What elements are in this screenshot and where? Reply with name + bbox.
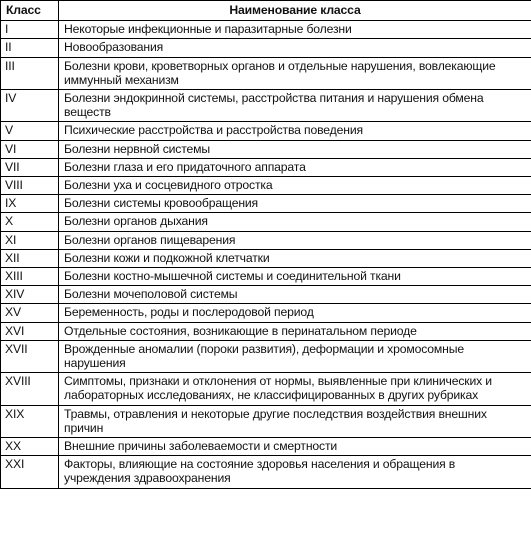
class-code: I — [1, 21, 59, 39]
table-row — [1, 286, 531, 304]
table-row — [1, 195, 531, 213]
class-name: Болезни нервной системы — [59, 140, 531, 158]
table-row — [1, 90, 531, 122]
class-name: Беременность, роды и послеродовой период — [59, 304, 531, 322]
class-code: XIX — [1, 405, 59, 437]
class-code: XVIII — [1, 373, 59, 405]
class-name: Болезни мочеполовой системы — [59, 286, 531, 304]
table-row — [1, 177, 531, 195]
class-code: XIII — [1, 268, 59, 286]
class-name: Травмы, отравления и некоторые другие последствия воздействия внешних причин — [59, 405, 531, 437]
class-name: Симптомы, признаки и отклонения от нормы, выявленные при клинических и лабораторных исследованиях, не классифицированных в других рубриках — [59, 373, 531, 405]
class-code: VII — [1, 158, 59, 176]
table-body — [1, 21, 531, 488]
class-code: XX — [1, 438, 59, 456]
class-name: Болезни эндокринной системы, расстройства питания и нарушения обмена веществ — [59, 90, 531, 122]
class-code: IX — [1, 195, 59, 213]
table-row — [1, 304, 531, 322]
class-name: Некоторые инфекционные и паразитарные болезни — [59, 21, 531, 39]
header-row — [1, 1, 531, 21]
class-name: Болезни костно-мышечной системы и соединительной ткани — [59, 268, 531, 286]
class-code: XI — [1, 231, 59, 249]
table-row — [1, 340, 531, 372]
class-code: VIII — [1, 177, 59, 195]
class-name: Врожденные аномалии (пороки развития), деформации и хромосомные нарушения — [59, 340, 531, 372]
class-name: Болезни органов пищеварения — [59, 231, 531, 249]
class-name: Болезни системы кровообращения — [59, 195, 531, 213]
table-row — [1, 158, 531, 176]
class-name: Болезни крови, кроветворных органов и отдельные нарушения, вовлекающие иммунный механизм — [59, 57, 531, 89]
table-row — [1, 405, 531, 437]
column-header-class-name: Наименование класса — [59, 1, 531, 21]
class-code: III — [1, 57, 59, 89]
class-code: V — [1, 122, 59, 140]
class-name: Болезни органов дыхания — [59, 213, 531, 231]
class-name: Отдельные состояния, возникающие в перинатальном периоде — [59, 322, 531, 340]
class-code: XIV — [1, 286, 59, 304]
table-row — [1, 438, 531, 456]
table-header — [1, 1, 531, 21]
class-name: Новообразования — [59, 39, 531, 57]
class-code: VI — [1, 140, 59, 158]
class-name: Внешние причины заболеваемости и смертности — [59, 438, 531, 456]
class-code: XV — [1, 304, 59, 322]
class-name: Факторы, влияющие на состояние здоровья населения и обращения в учреждения здравоохранения — [59, 456, 531, 488]
class-code: XII — [1, 249, 59, 267]
column-header-class: Класс — [1, 1, 59, 21]
class-name: Психические расстройства и расстройства поведения — [59, 122, 531, 140]
class-code: II — [1, 39, 59, 57]
table-row — [1, 21, 531, 39]
table-row — [1, 322, 531, 340]
table-row — [1, 122, 531, 140]
table-row — [1, 213, 531, 231]
table-row — [1, 140, 531, 158]
class-name: Болезни глаза и его придаточного аппарата — [59, 158, 531, 176]
class-name: Болезни кожи и подкожной клетчатки — [59, 249, 531, 267]
table-row — [1, 231, 531, 249]
table-row — [1, 57, 531, 89]
class-name: Болезни уха и сосцевидного отростка — [59, 177, 531, 195]
class-code: X — [1, 213, 59, 231]
class-code: XVII — [1, 340, 59, 372]
table-row — [1, 373, 531, 405]
table-row — [1, 249, 531, 267]
table-row — [1, 456, 531, 488]
table-row — [1, 39, 531, 57]
class-code: XXI — [1, 456, 59, 488]
class-code: XVI — [1, 322, 59, 340]
class-code: IV — [1, 90, 59, 122]
table-row — [1, 268, 531, 286]
